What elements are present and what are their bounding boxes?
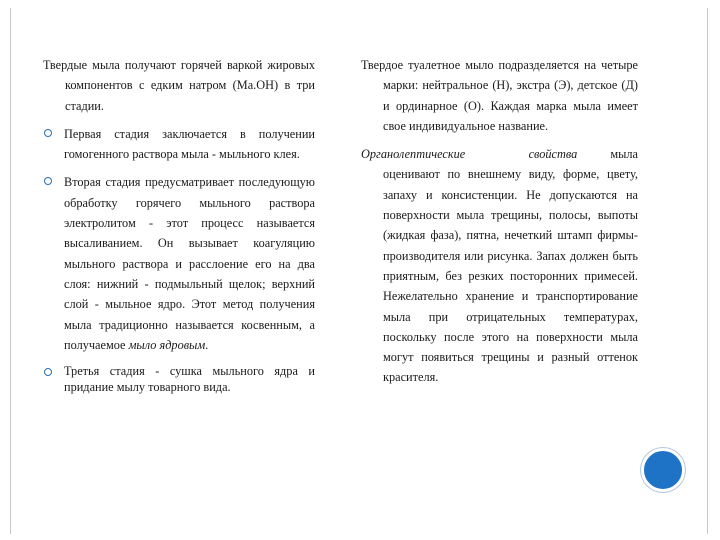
left-column: [43, 55, 315, 403]
right-paragraph-2-lead: [361, 144, 638, 164]
bullet-italic-term: мыло ядровым: [128, 337, 206, 352]
bullet-text-end: .: [205, 337, 209, 352]
bullet-text: Третья стадия - сушка мыльного ядра и придание мылу товарного вида.: [64, 364, 315, 395]
circle-bullet-icon: [44, 368, 52, 376]
organoleptic-term: Органолептические свойства: [361, 147, 578, 162]
bullet-item: [43, 124, 315, 165]
circle-bullet-icon: [44, 177, 52, 185]
bullet-item: [43, 172, 315, 355]
frame-line-left: [10, 8, 11, 534]
circle-bullet-icon: [44, 129, 52, 137]
frame-line-right: [707, 8, 708, 534]
organoleptic-term-tail: мыла: [607, 147, 638, 162]
bullet-text: Первая стадия заключается в получении гомогенного раствора мыла - мыльного клея.: [64, 126, 315, 162]
bullet-item: [43, 363, 315, 395]
blue-circle-icon: [641, 448, 685, 492]
right-paragraph-2: оценивают по внешнему виду, форме, цвету, запаху и консистенции. Не допускаются на поверхности мыла трещины, полосы, выпоты (жидкая фаза), пятна, нечеткий штамп фирмы-производителя или рисунка. Запах должен быть приятным, без резких посторонних примесей. Нежелательно хранение и транспортирование мыла при отрицательных температурах, поскольку после этого на поверхности мыла могут появиться трещины и разный оттенок красителя.: [383, 167, 638, 385]
bullet-text: Вторая стадия предусматривает последующую обработку горячего мыльного раствора электролитом - этот процесс называется высаливанием. Он вызывает коагуляцию мыльного раствора и расслоение его на два слоя: нижний - подмыльный щелок; верхний слой - мыльное ядро. Этот метод получения мыла традиционно называется косвенным, а получаемое: [64, 175, 315, 352]
right-paragraph-1: Твердое туалетное мыло подразделяется на четыре марки: нейтральное (Н), экстра (Э), детское (Д) и ординарное (О). Каждая марка мыла имеет свое индивидуальное название.: [361, 58, 638, 133]
left-intro: Твердые мыла получают горячей варкой жировых компонентов с едким натром (Ма.ОН) в три стадии.: [43, 58, 315, 113]
right-column: [361, 55, 638, 388]
